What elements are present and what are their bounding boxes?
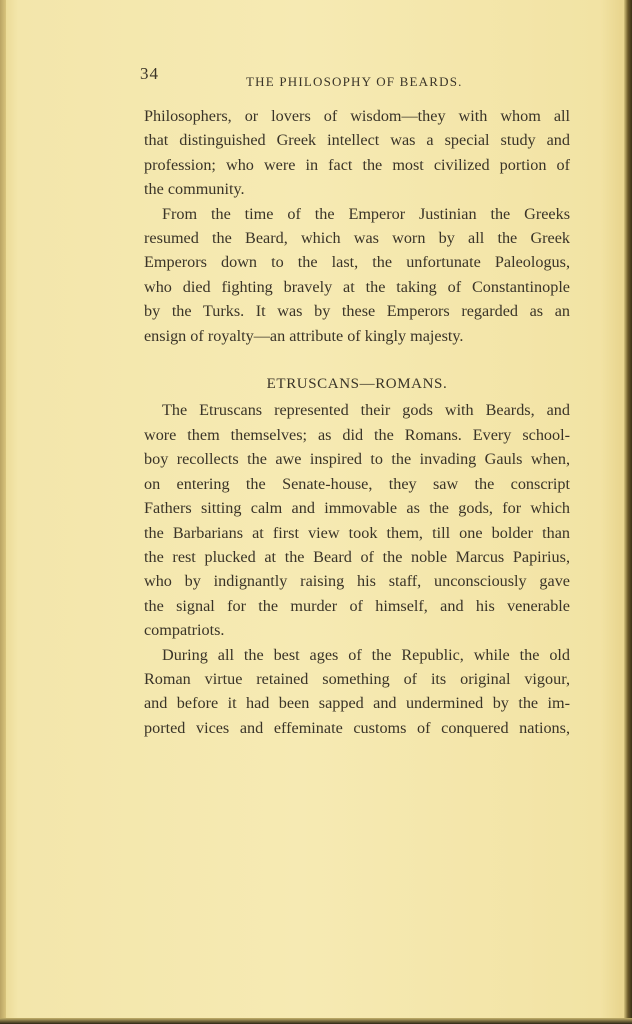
running-title: THE PHILOSOPHY OF BEARDS. (246, 74, 463, 89)
text-line: by the Turks. It was by these Emperors regarded as an (144, 302, 570, 321)
text-line: From the time of the Emperor Justinian the Greeks (162, 204, 570, 223)
text-line: the Barbarians at first view took them, till one bolder than (144, 523, 570, 542)
text-line: and before it had been sapped and undermined by the im- (144, 694, 570, 713)
text-line: The Etruscans represented their gods with Beards, and (162, 401, 570, 420)
paragraph-4 (144, 643, 570, 741)
text-line: boy recollects the awe inspired to the invading Gauls when, (144, 450, 570, 469)
text-line: Roman virtue retained something of its original vigour, (144, 669, 570, 688)
text-line: ensign of royalty—an attribute of kingly majesty. (144, 326, 464, 345)
page-right-edge (624, 0, 632, 1024)
text-line: who by indignantly raising his staff, unconsciously gave (144, 572, 570, 591)
body-text (144, 104, 570, 740)
text-line: Philosophers, or lovers of wisdom—they with whom all (144, 107, 570, 125)
page-number: 34 (140, 64, 159, 83)
text-line: wore them themselves; as did the Romans. Every school- (144, 425, 570, 444)
text-line: Fathers sitting calm and immovable as the gods, for which (144, 499, 570, 518)
text-line: who died fighting bravely at the taking of Constantinople (144, 277, 570, 296)
text-line: the rest plucked at the Beard of the noble Marcus Papirius, (144, 547, 570, 566)
text-line: on entering the Senate-house, they saw the conscript (144, 474, 570, 493)
text-line: profession; who were in fact the most civilized portion of (144, 155, 570, 174)
text-line: During all the best ages of the Republic, while the old (162, 645, 570, 664)
text-line: that distinguished Greek intellect was a special study and (144, 131, 570, 150)
text-line: compatriots. (144, 621, 225, 640)
paragraph-2 (144, 202, 570, 348)
text-line: the signal for the murder of himself, and his venerable (144, 596, 570, 615)
text-line: ported vices and effeminate customs of conquered nations, (144, 718, 570, 737)
section-heading: ETRUSCANS—ROMANS. (266, 376, 448, 393)
paragraph-3 (144, 398, 570, 642)
text-line: the community. (144, 180, 245, 199)
page-bottom-edge (0, 1018, 632, 1024)
text-line: resumed the Beard, which was worn by all the Greek (144, 229, 570, 248)
paragraph-1 (144, 104, 570, 202)
text-line: Emperors down to the last, the unfortunate Paleologus, (144, 253, 570, 272)
page-gutter (0, 0, 6, 1024)
